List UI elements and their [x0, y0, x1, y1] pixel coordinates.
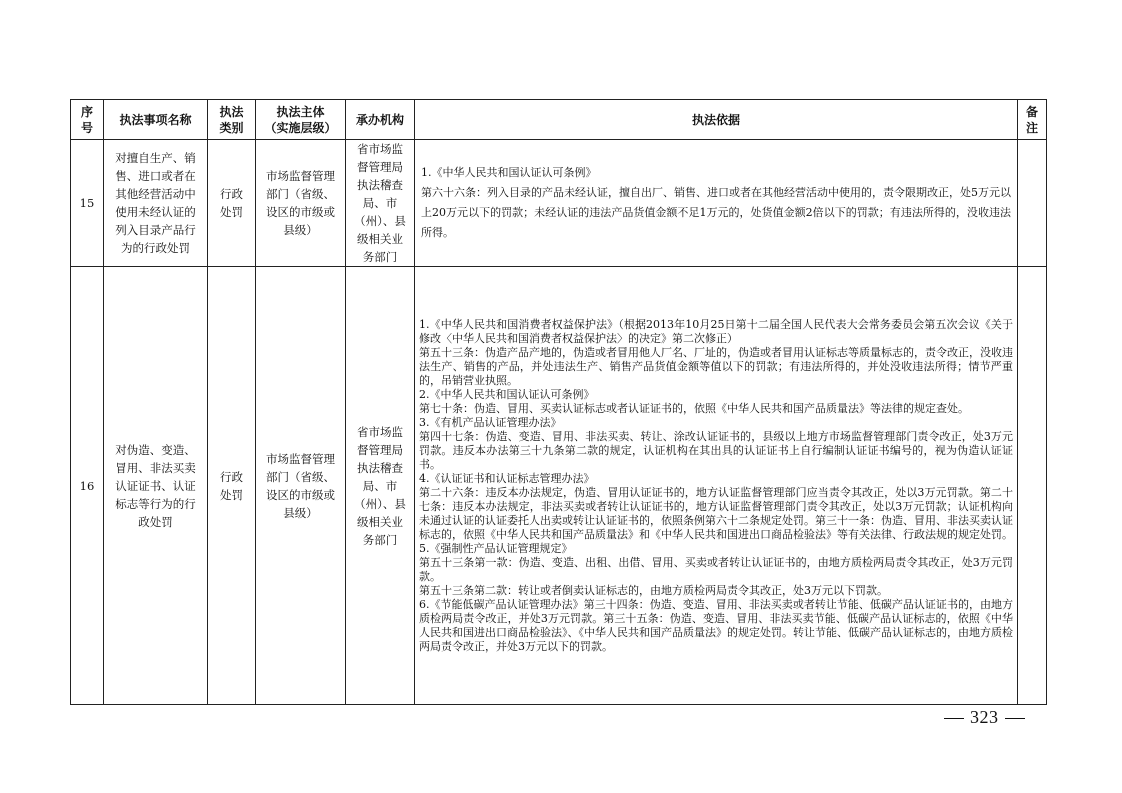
cell-category: 行政处罚: [208, 140, 256, 267]
basis-paragraph: 第五十三条：伪造产品产地的，伪造或者冒用他人厂名、厂址的，伪造或者冒用认证标志等质量标志的，责令改正，没收违法生产、销售的产品，并处违法生产、销售产品货值金额等值以下的罚款；有违法所得的，并处没收违法所得；情节严重的，吊销营业执照。: [419, 345, 1013, 387]
basis-paragraph: 3.《有机产品认证管理办法》: [419, 415, 562, 429]
cell-basis: [415, 140, 1018, 267]
basis-paragraph: 第四十七条：伪造、变造、冒用、非法买卖、转让、涂改认证证书的，县级以上地方市场监督管理部门责令改正，处3万元罚款。违反本办法第三十九条第二款的规定，认证机构在其出具的认证证书上自行编制认证证书编号的，视为伪造认证证书。: [419, 429, 1013, 471]
cell-subject: 市场监督管理部门（省级、设区的市级或县级）: [256, 267, 346, 705]
page-number-text: 323: [970, 707, 999, 727]
cell-name: 对伪造、变造、冒用、非法买卖认证证书、认证标志等行为的行政处罚: [104, 267, 208, 705]
basis-paragraph: 第七十条：伪造、冒用、买卖认证标志或者认证证书的，依照《中华人民共和国产品质量法》等法律的规定查处。: [419, 401, 969, 415]
header-name: 执法事项名称: [104, 100, 208, 140]
cell-seq: 16: [71, 267, 104, 705]
cell-seq: 15: [71, 140, 104, 267]
basis-paragraph: 1.《中华人民共和国认证认可条例》: [421, 166, 597, 179]
basis-paragraph: 6.《节能低碳产品认证管理办法》第三十四条：伪造、变造、冒用、非法买卖或者转让节能、低碳产品认证证书的，由地方质检两局责令改正，并处3万元罚款。第三十五条：伪造、变造、冒用、非法买卖节能、低碳产品认证标志的，依照《中华人民共和国进出口商品检验法》、《中华人民共和国产品质量法》的规定处罚。转让节能、低碳产品认证标志的，由地方质检两局责令改正，并处3万元以下的罚款。: [419, 597, 1013, 653]
header-subject-line1: 执法主体: [276, 104, 325, 119]
header-subject: [256, 100, 346, 140]
header-subject-line2: （实施层级）: [264, 120, 337, 135]
cell-agency: 省市场监督管理局执法稽查局、市（州）、县级相关业务部门: [346, 140, 415, 267]
basis-paragraph: 1.《中华人民共和国消费者权益保护法》（根据2013年10月25日第十二届全国人民代表大会常务委员会第五次会议《关于修改〈中华人民共和国消费者权益保护法〉的决定》第二次修正）: [419, 317, 1013, 345]
cell-basis: [415, 267, 1018, 705]
header-category: 执法类别: [208, 100, 256, 140]
cell-agency: 省市场监督管理局执法稽查局、市（州）、县级相关业务部门: [346, 267, 415, 705]
enforcement-table: [70, 99, 1047, 705]
header-agency: 承办机构: [346, 100, 415, 140]
cell-remarks: [1018, 140, 1047, 267]
basis-paragraph: 5.《强制性产品认证管理规定》: [419, 541, 573, 555]
page-dash-left: [944, 718, 964, 719]
basis-paragraph: 第五十三条第二款：转让或者倒卖认证标志的，由地方质检两局责令其改正，处3万元以下罚款。: [419, 583, 888, 597]
basis-paragraph: 第二十六条：违反本办法规定，伪造、冒用认证证书的，地方认证监督管理部门应当责令其改正，处以3万元罚款。第二十七条：违反本办法规定，非法买卖或者转让认证证书的，地方认证监督管理部门责令其改正，处以3万元罚款；认证机构向未通过认证的认证委托人出卖或转让认证证书的，依照条例第六十二条规定处罚。第三十一条：伪造、冒用、非法买卖认证标志的，依照《中华人民共和国产品质量法》和《中华人民共和国进出口商品检验法》等有关法律、行政法规的规定处罚。: [419, 485, 1013, 541]
header-row: [71, 100, 1047, 140]
cell-subject: 市场监督管理部门（省级、设区的市级或县级）: [256, 140, 346, 267]
table-row: [71, 267, 1047, 705]
header-seq: 序号: [71, 100, 104, 140]
basis-paragraph: 第六十六条：列入目录的产品未经认证，擅自出厂、销售、进口或者在其他经营活动中使用的，责令限期改正，处5万元以上20万元以下的罚款；未经认证的违法产品货值金额不足1万元的，处货值金额2倍以下的罚款；有违法所得的，没收违法所得。: [421, 186, 1011, 239]
cell-remarks: [1018, 267, 1047, 705]
cell-name: 对擅自生产、销售、进口或者在其他经营活动中使用未经认证的列入目录产品行为的行政处罚: [104, 140, 208, 267]
page-dash-right: [1005, 718, 1025, 719]
header-basis: 执法依据: [415, 100, 1018, 140]
page-number: [938, 707, 1031, 728]
basis-paragraph: 2.《中华人民共和国认证认可条例》: [419, 387, 595, 401]
basis-paragraph: 第五十三条第一款：伪造、变造、出租、出借、冒用、买卖或者转让认证证书的，由地方质检两局责令其改正，处3万元罚款。: [419, 555, 1013, 583]
table-row: [71, 140, 1047, 267]
basis-paragraph: 4.《认证证书和认证标志管理办法》: [419, 471, 595, 485]
header-remarks: 备注: [1018, 100, 1047, 140]
cell-category: 行政处罚: [208, 267, 256, 705]
